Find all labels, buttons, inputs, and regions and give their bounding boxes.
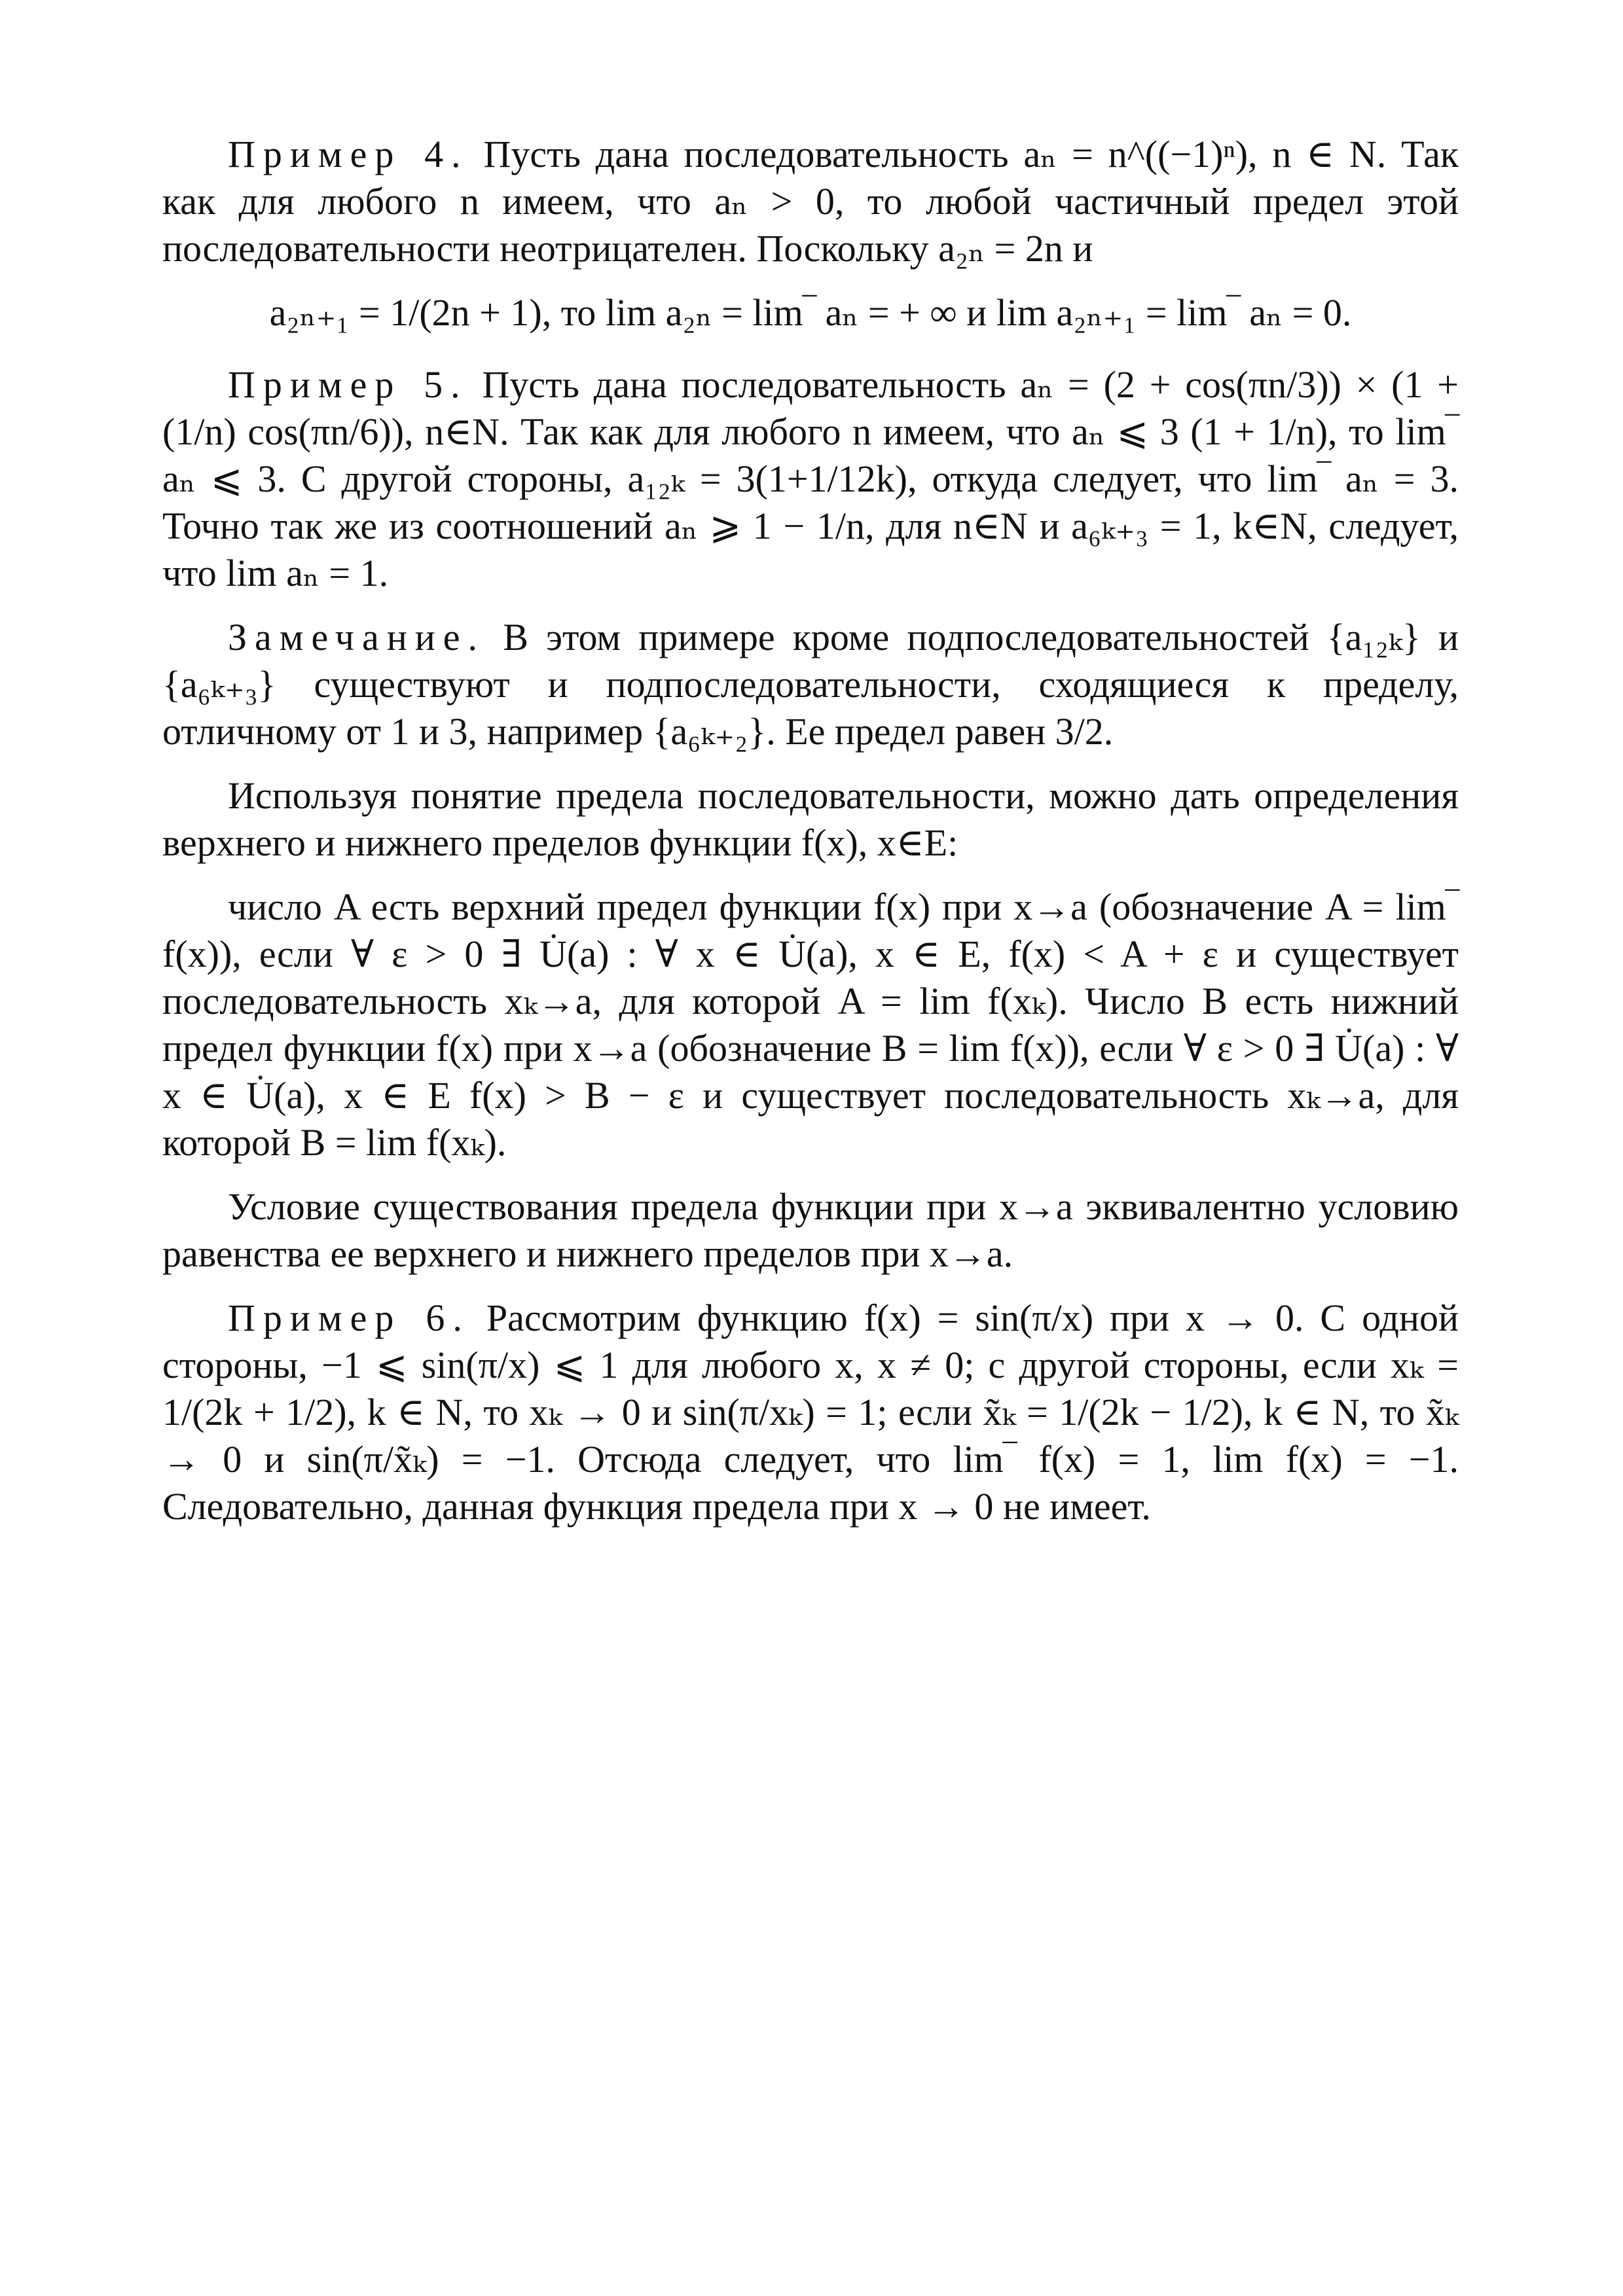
- remark-text: В этом примере кроме подпоследовательностей {a₁₂ₖ} и {a₆ₖ₊₃} существуют и подпоследовательности, сходящиеся к пределу, отличному от 1 и 3, например {a₆ₖ₊₂}. Ее предел равен 3/2.: [162, 616, 1459, 753]
- example-6-heading: Пример 6.: [228, 1297, 470, 1339]
- example-4-display-formula: a₂ₙ₊₁ = 1/(2n + 1), то lim a₂ₙ = lim‾ aₙ = + ∞ и lim a₂ₙ₊₁ = lim‾ aₙ = 0.: [269, 291, 1352, 334]
- example-4-paragraph: [162, 131, 1459, 272]
- example-5-paragraph: [162, 361, 1459, 597]
- example-5-heading: Пример 5.: [228, 363, 468, 406]
- existence-condition-paragraph: Условие существования предела функции при x→a эквивалентно условию равенства ее верхнего и нижнего пределов при x→a.: [162, 1185, 1459, 1275]
- example-4-heading: Пример 4.: [228, 133, 469, 175]
- example-4-text: Пусть дана последовательность aₙ = n^((−1)ⁿ), n ∈ N. Так как для любого n имеем, что aₙ > 0, то любой частичный предел этой последовательности неотрицателен. Поскольку a₂ₙ = 2n и: [162, 133, 1459, 270]
- upper-lower-limit-paragraph: число A есть верхний предел функции f(x) при x→a (обозначение A = lim‾ f(x)), если ∀ ε > 0 ∃ U̇(a) : ∀ x ∈ U̇(a), x ∈ E, f(x) < A + ε и существует последовательность xₖ→a, для которой A = lim f(xₖ). Число B есть нижний предел функции f(x) при x→a (обозначение B = lim f(x)), если ∀ ε > 0 ∃ U̇(a) : ∀ x ∈ U̇(a), x ∈ E f(x) > B − ε и существует последовательность xₖ→a, для которой B = lim f(xₖ).: [162, 886, 1459, 1164]
- remark-paragraph: [162, 614, 1459, 755]
- remark-heading: Замечание.: [228, 616, 486, 658]
- text-body: [162, 131, 1459, 1547]
- example-6-paragraph: [162, 1295, 1459, 1530]
- example-5-text: Пусть дана последовательность aₙ = (2 + cos(πn/3)) × (1 + (1/n) cos(πn/6)), n∈N. Так как для любого n имеем, что aₙ ⩽ 3 (1 + 1/n), то lim‾ aₙ ⩽ 3. С другой стороны, a₁₂ₖ = 3(1+1/12k), откуда следует, что lim‾ aₙ = 3. Точно так же из соотношений aₙ ⩾ 1 − 1/n, для n∈N и a₆ₖ₊₃ = 1, k∈N, следует, что lim aₙ = 1.: [162, 363, 1459, 594]
- definition-paragraph: Используя понятие предела последовательности, можно дать определения верхнего и нижнего пределов функции f(x), x∈E:: [162, 774, 1459, 864]
- example-6-text: Рассмотрим функцию f(x) = sin(π/x) при x → 0. С одной стороны, −1 ⩽ sin(π/x) ⩽ 1 для любого x, x ≠ 0; с другой стороны, если xₖ = 1/(2k + 1/2), k ∈ N, то xₖ → 0 и sin(π/xₖ) = 1; если x̃ₖ = 1/(2k − 1/2), k ∈ N, то x̃ₖ → 0 и sin(π/x̃ₖ) = −1. Отсюда следует, что lim‾ f(x) = 1, lim f(x) = −1. Следовательно, данная функция предела при x → 0 не имеет.: [162, 1297, 1459, 1528]
